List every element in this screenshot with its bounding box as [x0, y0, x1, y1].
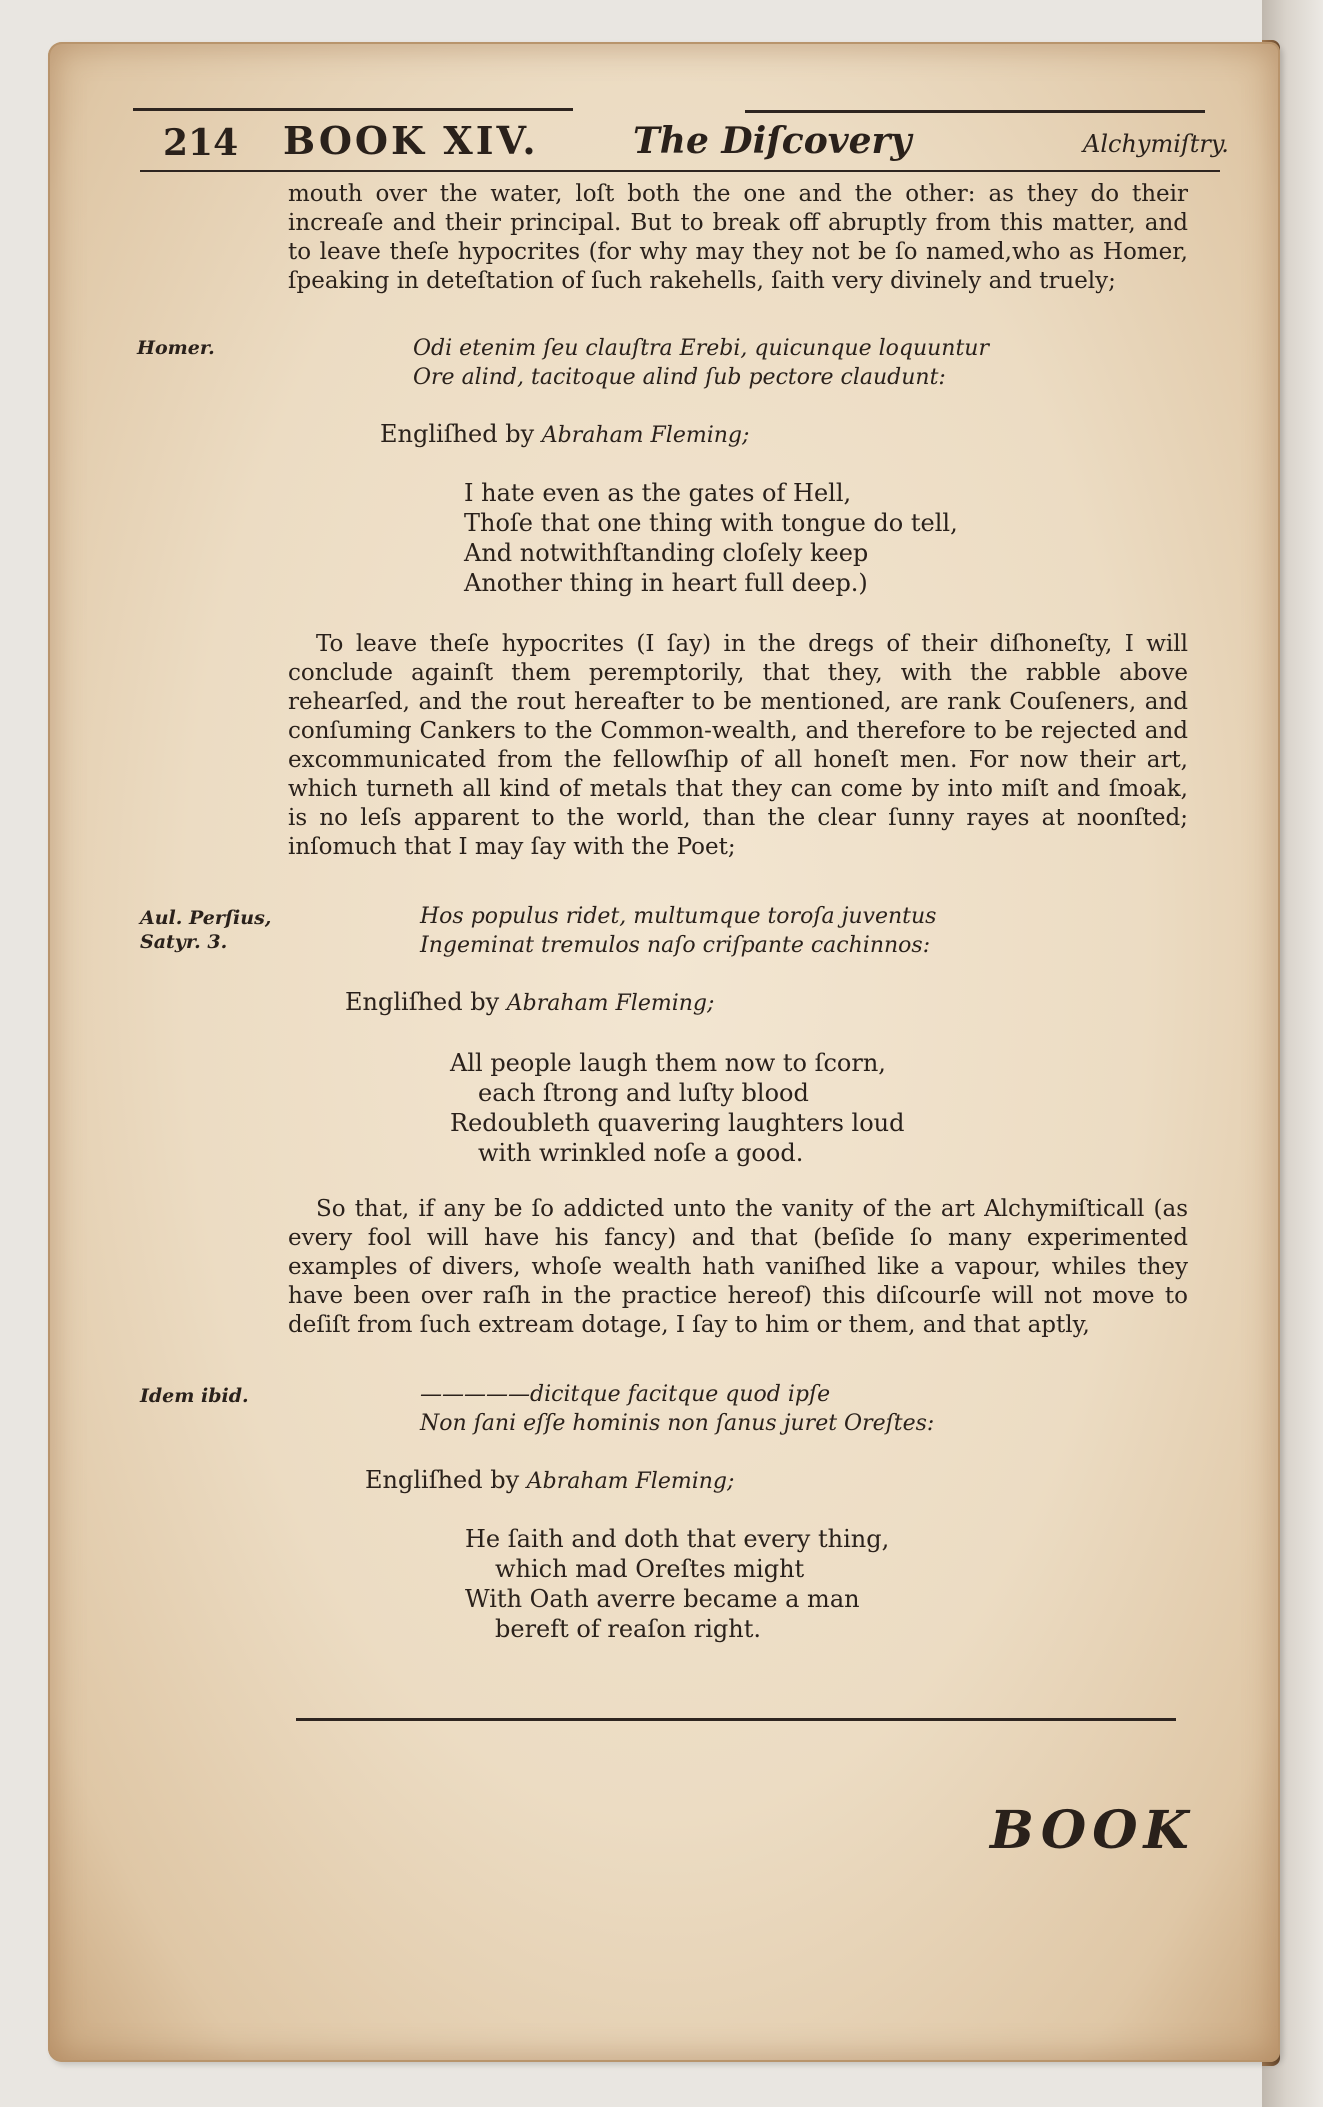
- paragraph-3: [288, 1195, 1188, 1340]
- header-rule-top-right: [745, 110, 1205, 113]
- quote3-latin-line2: Non ſani eſſe hominis non ſanus juret Oreſtes:: [420, 1411, 935, 1436]
- quote1-verse-2: Thoſe that one thing with tongue do tell,: [464, 509, 958, 537]
- quote2-verse-1: All people laugh them now to ſcorn,: [450, 1049, 886, 1077]
- quote2-englished-prefix: Engliſhed by: [345, 988, 500, 1016]
- running-title: The Diſcovery: [633, 120, 912, 162]
- margin-note-persius-1: Aul. Perſius,: [140, 907, 272, 929]
- quote2-latin-line2: Ingeminat tremulos naſo criſpante cachinnos:: [420, 933, 931, 958]
- quote1-verse-4: Another thing in heart full deep.): [464, 569, 868, 597]
- paragraph-1-text: mouth over the water, loſt both the one and the other: as they do their increaſe and their principal. But to break off abruptly from this matter, and to leave theſe hypocrites (for why may they not be ſo named,who as Homer, ſpeaking in deteſtation of ſuch rakehells, ſaith very divinely and truely;: [288, 181, 1188, 294]
- margin-note-homer: Homer.: [137, 337, 215, 359]
- page-number: 214: [163, 122, 239, 164]
- paragraph-3-text: So that, if any be ſo addicted unto the vanity of the art Alchymiſticall (as every fool will have his fancy) and that (beſide ſo many experimented examples of divers, whoſe wealth hath vaniſhed like a vapour, whiles they have been over raſh in the practice hereof) this diſcourſe will not move to deſiſt from ſuch extream dotage, I ſay to him or them, and that aptly,: [288, 1196, 1188, 1338]
- section-label: Alchymiſtry.: [1083, 130, 1229, 158]
- closing-rule: [296, 1718, 1176, 1721]
- book-label: BOOK XIV.: [283, 118, 539, 163]
- margin-note-idem-ibid: Idem ibid.: [140, 1385, 249, 1407]
- quote2-latin-line1: Hos populus ridet, multumque toroſa juventus: [420, 904, 937, 929]
- quote3-englished-prefix: Engliſhed by: [365, 1466, 520, 1494]
- quote1-latin-line2: Ore alind, tacitoque alind ſub pectore claudunt:: [413, 365, 946, 390]
- quote3-verse-3: With Oath averre became a man: [465, 1585, 860, 1613]
- quote1-translator: Abraham Fleming;: [541, 423, 750, 448]
- quote1-englished-prefix: Engliſhed by: [380, 420, 535, 448]
- quote3-verse-2: which mad Oreſtes might: [495, 1555, 805, 1583]
- paragraph-2: [288, 630, 1188, 862]
- catchword: BOOK: [990, 1800, 1195, 1861]
- quote2-englished: [345, 988, 714, 1016]
- margin-note-persius-2: Satyr. 3.: [140, 931, 228, 953]
- quote3-verse-1: He ſaith and doth that every thing,: [465, 1525, 890, 1553]
- header-rule-bottom: [140, 170, 1220, 172]
- quote3-translator: Abraham Fleming;: [526, 1469, 735, 1494]
- header-rule-top-left: [133, 108, 573, 111]
- paragraph-1: [288, 180, 1188, 296]
- quote3-englished: [365, 1466, 734, 1494]
- quote2-verse-3: Redoubleth quavering laughters loud: [450, 1109, 905, 1137]
- quote3-verse-4: bereft of reaſon right.: [495, 1615, 762, 1643]
- quote3-latin-line1: —————dicitque facitque quod ipſe: [420, 1382, 831, 1407]
- quote1-latin-line1: Odi etenim ſeu clauſtra Erebi, quicunque loquuntur: [413, 336, 989, 361]
- quote1-verse-3: And notwithſtanding cloſely keep: [464, 539, 869, 567]
- quote2-verse-4: with wrinkled noſe a good.: [478, 1139, 804, 1167]
- paragraph-2-text: To leave theſe hypocrites (I ſay) in the dregs of their diſhoneſty, I will conclude againſt them peremptorily, that they, with the rabble above rehearſed, and the rout hereafter to be mentioned, are rank Couſeners, and conſuming Cankers to the Common-wealth, and therefore to be rejected and excommunicated from the fellowſhip of all honeſt men. For now their art, which turneth all kind of metals that they can come by into miſt and ſmoak, is no leſs apparent to the world, than the clear ſunny rayes at noonſted; inſomuch that I may ſay with the Poet;: [288, 631, 1188, 860]
- quote2-verse-2: each ſtrong and luſty blood: [478, 1079, 809, 1107]
- quote1-verse-1: I hate even as the gates of Hell,: [464, 479, 852, 507]
- quote2-translator: Abraham Fleming;: [506, 991, 715, 1016]
- quote1-englished: [380, 420, 749, 448]
